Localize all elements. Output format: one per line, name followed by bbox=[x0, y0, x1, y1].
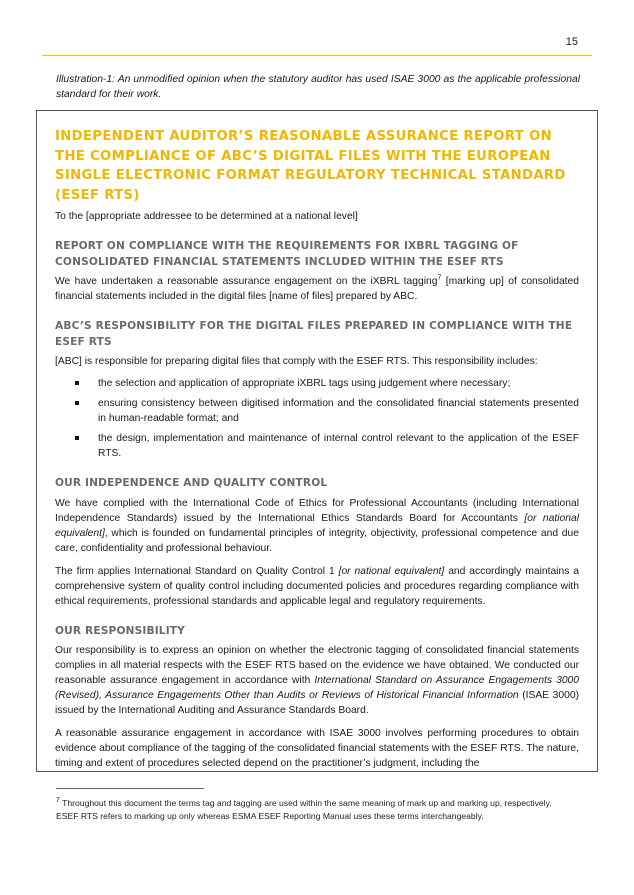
procedures-paragraph: A reasonable assurance engagement in accordance with ISAE 3000 involves performing procedures to obtain evidence about compliance of the tagging of the consolidated financial statements with the ESEF RTS. The nature, timing and extent of procedures selected depend on the practitioner’s judgment, including the bbox=[55, 728, 579, 769]
qc-text-em: [or national equivalent] bbox=[338, 565, 445, 577]
section-heading-our-responsibility: OUR RESPONSIBILITY bbox=[55, 624, 185, 637]
opinion-text-a: Our responsibility is to express an opinion on whether the electronic tagging of consolidated financial statements complies in all material respects with the ESEF RTS based on the evidence we have obtained. We conducted our reasonable assurance engagement in accordance with bbox=[55, 645, 579, 686]
footnote bbox=[56, 797, 576, 822]
report-box bbox=[36, 110, 598, 772]
opinion-text-em: International Standard on Assurance Engagements 3000 (Revised), Assurance Engagements Other than Audits or Reviews of Historical Financial Information bbox=[55, 675, 580, 701]
engagement-paragraph bbox=[55, 274, 579, 304]
section-heading-independence: OUR INDEPENDENCE AND QUALITY CONTROL bbox=[55, 477, 328, 489]
footnote-mark: 7 bbox=[56, 797, 60, 805]
opinion-paragraph bbox=[55, 643, 579, 718]
illustration-caption: Illustration-1: An unmodified opinion when the statutory auditor has used ISAE 3000 as the applicable professional standard for their work. bbox=[56, 74, 580, 100]
ethics-text-em: [or national equivalent] bbox=[55, 512, 579, 539]
qc-text-b: and accordingly maintains a comprehensive system of quality control including documented policies and procedures regarding compliance with ethical requirements, professional standards and applicable legal and regulatory requirements. bbox=[55, 565, 579, 607]
engagement-text-a: We have undertaken a reasonable assurance engagement on the iXBRL tagging bbox=[55, 276, 438, 287]
section-heading-abc-responsibility: ABC’S RESPONSIBILITY FOR THE DIGITAL FILES PREPARED IN COMPLIANCE WITH THE ESEF RTS bbox=[55, 320, 573, 348]
header-rule bbox=[42, 55, 592, 56]
opinion-text-b: (ISAE 3000) issued by the International Auditing and Assurance Standards Board. bbox=[55, 690, 580, 716]
page-number: 15 bbox=[565, 36, 578, 48]
responsibility-intro: [ABC] is responsible for preparing digital files that comply with the ESEF RTS. This responsibility includes: bbox=[55, 356, 538, 367]
qc-text-a: The firm applies International Standard on Quality Control 1 bbox=[55, 565, 339, 577]
footnote-text: Throughout this document the terms tag and tagging are used within the same meaning of mark up and marking up, respectively. ESEF RTS refers to marking up only whereas ESMA ESEF Reporting Manual uses these terms interchangeably. bbox=[56, 798, 552, 821]
ethics-text-b: , which is founded on fundamental principles of integrity, objectivity, professional competence and due care, confidentiality and professional behaviour. bbox=[55, 527, 579, 554]
section-heading-ixbrl-compliance: REPORT ON COMPLIANCE WITH THE REQUIREMENTS FOR IXBRL TAGGING OF CONSOLIDATED FINANCIAL STATEMENTS INCLUDED WITHIN THE ESEF RTS bbox=[55, 240, 519, 268]
ethics-paragraph bbox=[55, 496, 579, 556]
engagement-text-b: [marking up] of consolidated financial statements included in the digital files [name of files] prepared by ABC. bbox=[55, 276, 580, 302]
quality-control-paragraph bbox=[55, 564, 579, 609]
footnote-ref[interactable]: 7 bbox=[437, 274, 442, 282]
addressee: To the [appropriate addressee to be determined at a national level] bbox=[55, 211, 358, 222]
list-item: ensuring consistency between digitised information and the consolidated financial statements presented in human-readable format; and bbox=[55, 396, 579, 426]
responsibility-list bbox=[55, 376, 579, 461]
list-item: the selection and application of appropriate iXBRL tags using judgement where necessary; bbox=[55, 376, 579, 391]
report-title: INDEPENDENT AUDITOR’S REASONABLE ASSURANCE REPORT ON THE COMPLIANCE OF ABC’S DIGITAL FILES WITH THE EUROPEAN SINGLE ELECTRONIC FORMAT REGULATORY TECHNICAL STANDARD (ESEF RTS) bbox=[55, 129, 566, 203]
footnote-rule bbox=[56, 788, 204, 789]
list-item: the design, implementation and maintenance of internal control relevant to the application of the ESEF RTS. bbox=[55, 431, 579, 461]
ethics-text-a: We have complied with the International Code of Ethics for Professional Accountants (including International Independence Standards) issued by the International Ethics Standards Board for Accountants bbox=[55, 497, 579, 524]
